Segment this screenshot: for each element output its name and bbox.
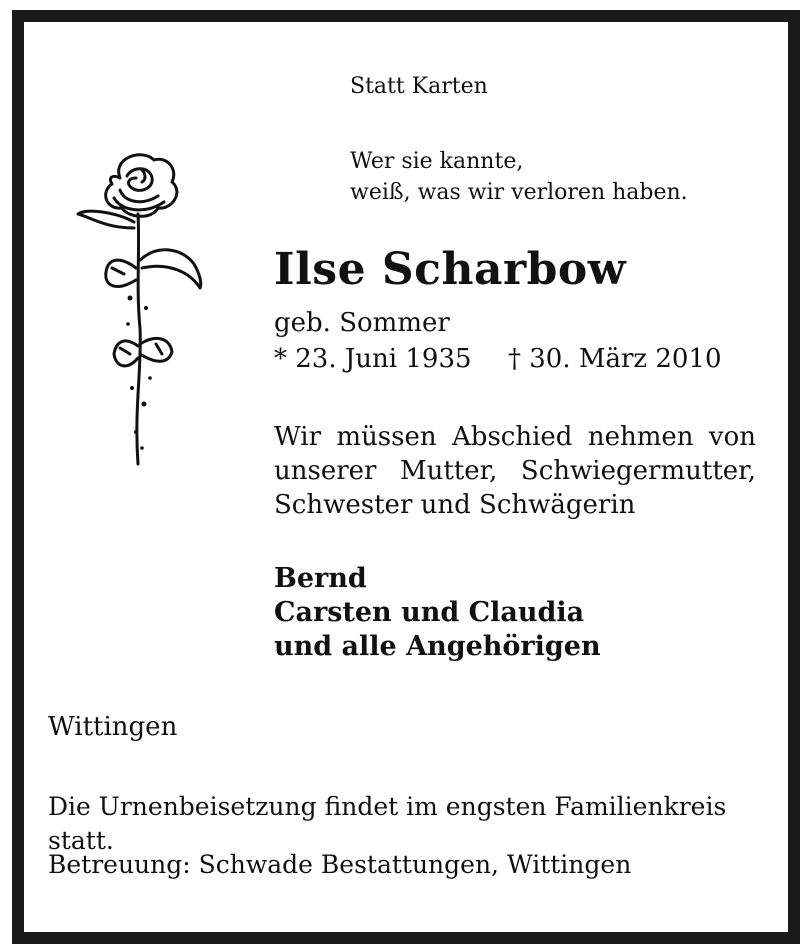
undertaker: Betreuung: Schwade Bestattungen, Wittingen (48, 850, 632, 879)
death-date: † 30. März 2010 (508, 344, 722, 374)
birth-name: geb. Sommer (274, 308, 450, 338)
mourners-list (274, 562, 601, 664)
quote-line: weiß, was wir verloren haben. (350, 180, 688, 205)
farewell-text: Wir müssen Abschied nehmen von unserer Mutter, Schwiegermutter, Schwester und Schwägerin (274, 422, 756, 520)
rose-illustration-icon (72, 148, 212, 468)
mourner: Carsten und Claudia (274, 597, 585, 628)
deceased-name: Ilse Scharbow (274, 244, 627, 295)
header-statt-karten: Statt Karten (350, 74, 488, 99)
place: Wittingen (48, 712, 178, 742)
ceremony-note: Die Urnenbeisetzung findet im engsten Familienkreis statt. (48, 792, 727, 855)
mourner: Bernd (274, 563, 367, 594)
quote-line: Wer sie kannte, (350, 149, 524, 174)
mourner: und alle Angehörigen (274, 631, 601, 662)
quote (350, 146, 688, 208)
birth-date: * 23. Juni 1935 (274, 344, 472, 374)
